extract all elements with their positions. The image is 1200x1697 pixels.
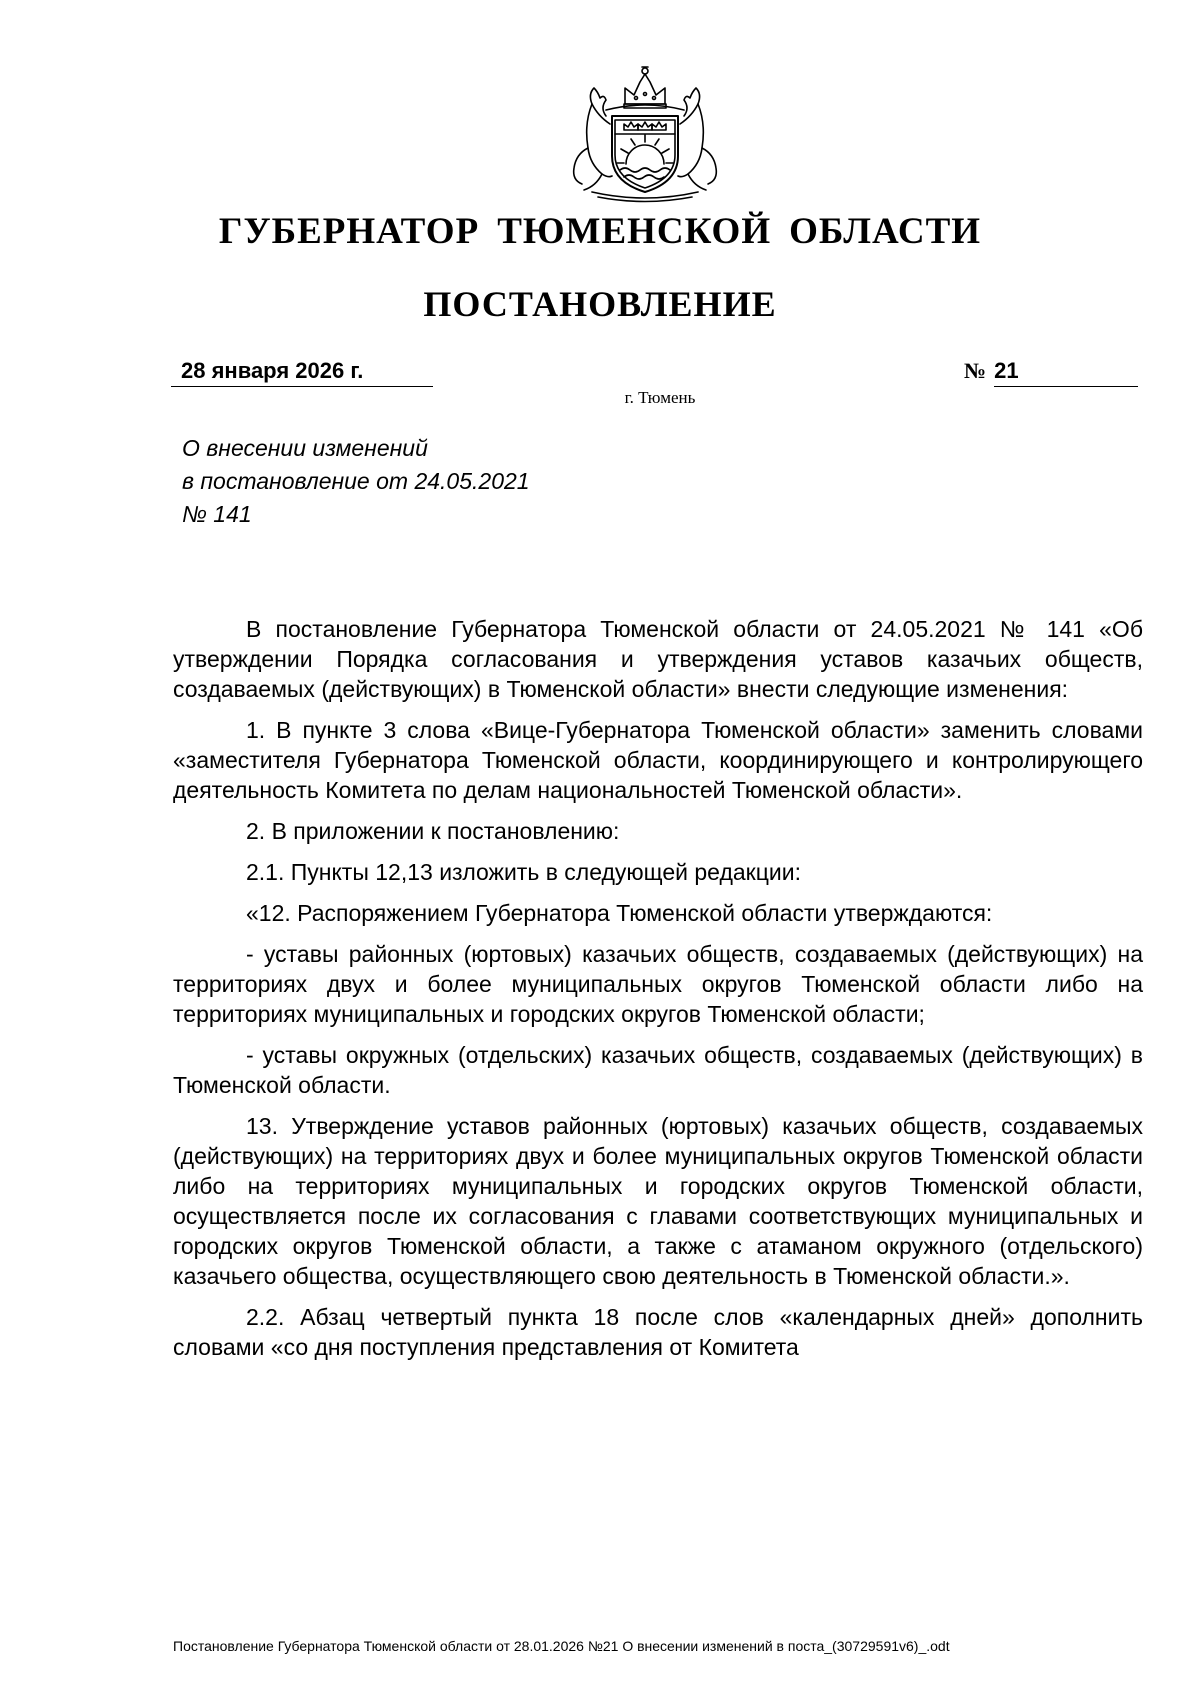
paragraph-item-2-2: 2.2. Абзац четвертый пункта 18 после слов «календарных дней» дополнить словами «со дня поступления представления от Комитета — [173, 1304, 1143, 1360]
authority-word-1: ГУБЕРНАТОР — [218, 211, 480, 252]
page-footer: Постановление Губернатора Тюменской области от 28.01.2026 №21 О внесении изменений в поста_(30729591v6)_.odt — [173, 1638, 950, 1654]
paragraph-item-1: 1. В пункте 3 слова «Вице-Губернатора Тюменской области» заменить словами «заместителя Губернатора Тюменской области, координирующего и контролирующего деятельность Комитета по делам национальностей Тюменской области». — [173, 717, 1143, 803]
subject-line-3: № 141 — [182, 501, 252, 527]
document-city: г. Тюмень — [624, 388, 696, 407]
coat-of-arms-icon — [562, 64, 728, 204]
number-value: 21 — [994, 356, 1138, 387]
document-body — [173, 614, 1143, 1373]
document-type: ПОСТАНОВЛЕНИЕ — [423, 284, 777, 324]
subject-line-2: в постановление от 24.05.2021 — [182, 468, 530, 494]
paragraph-dash-1: - уставы районных (юртовых) казачьих обществ, создаваемых (действующих) на территориях двух и более муниципальных округов Тюменской области либо на территориях муниципальных и городских округов Тюменской области; — [173, 941, 1143, 1027]
authority-word-3: ОБЛАСТИ — [789, 211, 982, 252]
paragraph-item-2-1: 2.1. Пункты 12,13 изложить в следующей редакции: — [246, 859, 801, 885]
paragraph-item-13: 13. Утверждение уставов районных (юртовых) казачьих обществ, создаваемых (действующих) на территориях двух и более муниципальных округов Тюменской области либо на территориях муниципальных и городских округов Тюменской области, осуществляется после их согласования с главами соответствующих муниципальных и городских округов Тюменской области, а также с атаманом окружного (отдельского) казачьего общества, осуществляющего свою деятельность в Тюменской области.». — [173, 1113, 1143, 1289]
document-number — [964, 356, 1144, 387]
paragraph-item-12: «12. Распоряжением Губернатора Тюменской области утверждаются: — [246, 900, 993, 926]
authority-title — [0, 210, 1200, 253]
paragraph-dash-2: - уставы окружных (отдельских) казачьих обществ, создаваемых (действующих) в Тюменской области. — [173, 1042, 1143, 1098]
number-sign: № — [964, 358, 987, 383]
subject-line-1: О внесении изменений — [182, 435, 428, 461]
paragraph-intro: В постановление Губернатора Тюменской области от 24.05.2021 № 141 «Об утверждении Порядка согласования и утверждения уставов казачьих обществ, создаваемых (действующих) в Тюменской области» внести следующие изменения: — [173, 616, 1143, 702]
document-subject — [182, 432, 530, 531]
paragraph-item-2: 2. В приложении к постановлению: — [246, 818, 620, 844]
document-date: 28 января 2026 г. — [171, 356, 433, 387]
authority-word-2: ТЮМЕНСКОЙ — [497, 211, 772, 252]
